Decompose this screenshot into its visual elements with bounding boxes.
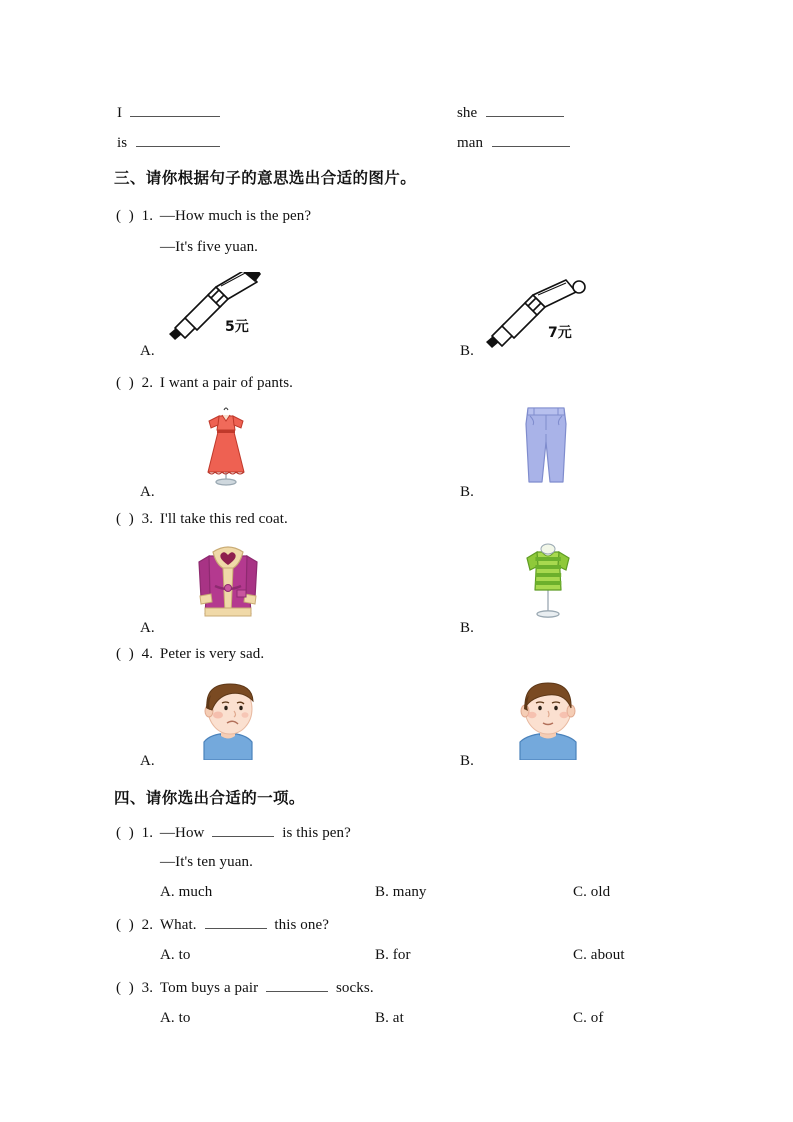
word-practice-label: is — [117, 135, 128, 151]
word-practice-label: man — [457, 135, 484, 151]
question-prompt-before: Tom buys a pair — [159, 980, 259, 996]
section-four-question-1-answer: —It's ten yuan. — [160, 854, 253, 870]
option-b-label[interactable]: B. — [460, 343, 474, 359]
answer-bracket[interactable]: ( ) — [116, 208, 136, 224]
question-prompt-after: socks. — [336, 980, 374, 996]
choice-c[interactable]: C. of — [573, 1010, 604, 1026]
answer-bracket[interactable]: ( ) — [116, 917, 136, 933]
option-a-label[interactable]: A. — [140, 753, 155, 769]
question-prompt-after: is this pen? — [282, 825, 351, 841]
question-prompt-before: —How — [159, 825, 205, 841]
section-four-question-2-line — [116, 916, 329, 934]
question-prompt: Peter is very sad. — [159, 646, 265, 662]
happy-boy-icon — [510, 678, 586, 760]
pen-5yuan-icon — [163, 272, 283, 344]
section-four-heading: 四、请你选出合适的一项。 — [114, 789, 305, 807]
blue-pants-icon — [518, 404, 574, 488]
answer-bracket[interactable]: ( ) — [116, 646, 136, 662]
section-three-question-4-line — [116, 646, 264, 663]
question-blank[interactable] — [266, 979, 328, 992]
pen-price-caption: 5元 — [225, 319, 249, 335]
choice-c[interactable]: C. about — [573, 947, 625, 963]
question-prompt: I want a pair of pants. — [159, 375, 294, 391]
question-number: 3. — [141, 511, 154, 527]
option-a-label[interactable]: A. — [140, 484, 155, 500]
question-prompt: —How much is the pen? — [159, 208, 312, 224]
choice-b[interactable]: B. many — [375, 884, 427, 900]
green-striped-shirt-icon — [520, 540, 576, 624]
choice-a[interactable]: A. much — [160, 884, 213, 900]
pen-price-caption: 7元 — [548, 325, 572, 341]
word-practice-row-left-1 — [117, 104, 220, 122]
answer-bracket[interactable]: ( ) — [116, 375, 136, 391]
choice-a[interactable]: A. to — [160, 1010, 191, 1026]
question-prompt: I'll take this red coat. — [159, 511, 288, 527]
choice-c[interactable]: C. old — [573, 884, 611, 900]
section-three-question-1-answer: —It's five yuan. — [160, 239, 259, 255]
word-practice-label: she — [457, 105, 478, 121]
choice-a[interactable]: A. to — [160, 947, 191, 963]
word-practice-blank[interactable] — [486, 104, 564, 117]
question-prompt-after: this one? — [274, 917, 330, 933]
question-number: 2. — [141, 375, 154, 391]
word-practice-row-right-1 — [457, 104, 564, 122]
question-blank[interactable] — [212, 824, 274, 837]
option-b-label[interactable]: B. — [460, 484, 474, 500]
purple-coat-icon — [193, 540, 263, 622]
question-number: 2. — [141, 917, 154, 933]
question-prompt-before: What. — [159, 917, 197, 933]
word-practice-blank[interactable] — [492, 134, 570, 147]
pen-7yuan-icon — [482, 278, 602, 350]
section-four-question-3-line — [116, 979, 374, 997]
word-practice-blank[interactable] — [136, 134, 220, 147]
question-blank[interactable] — [205, 916, 267, 929]
choice-b[interactable]: B. at — [375, 1010, 404, 1026]
answer-bracket[interactable]: ( ) — [116, 980, 136, 996]
question-number: 4. — [141, 646, 154, 662]
section-four-question-1-line — [116, 824, 351, 842]
choice-b[interactable]: B. for — [375, 947, 411, 963]
red-dress-icon — [196, 404, 256, 488]
question-number: 3. — [141, 980, 154, 996]
answer-bracket[interactable]: ( ) — [116, 825, 136, 841]
section-three-question-1-line — [116, 208, 311, 225]
option-a-label[interactable]: A. — [140, 620, 155, 636]
word-practice-blank[interactable] — [130, 104, 220, 117]
option-b-label[interactable]: B. — [460, 620, 474, 636]
word-practice-row-left-2 — [117, 134, 220, 152]
answer-bracket[interactable]: ( ) — [116, 511, 136, 527]
option-b-label[interactable]: B. — [460, 753, 474, 769]
section-three-question-2-line — [116, 375, 293, 392]
question-number: 1. — [141, 825, 154, 841]
word-practice-row-right-2 — [457, 134, 570, 152]
word-practice-label: I — [117, 105, 123, 121]
section-three-question-3-line — [116, 511, 288, 528]
sad-boy-icon — [190, 678, 266, 760]
option-a-label[interactable]: A. — [140, 343, 155, 359]
section-three-heading: 三、请你根据句子的意思选出合适的图片。 — [114, 169, 417, 187]
question-number: 1. — [141, 208, 154, 224]
